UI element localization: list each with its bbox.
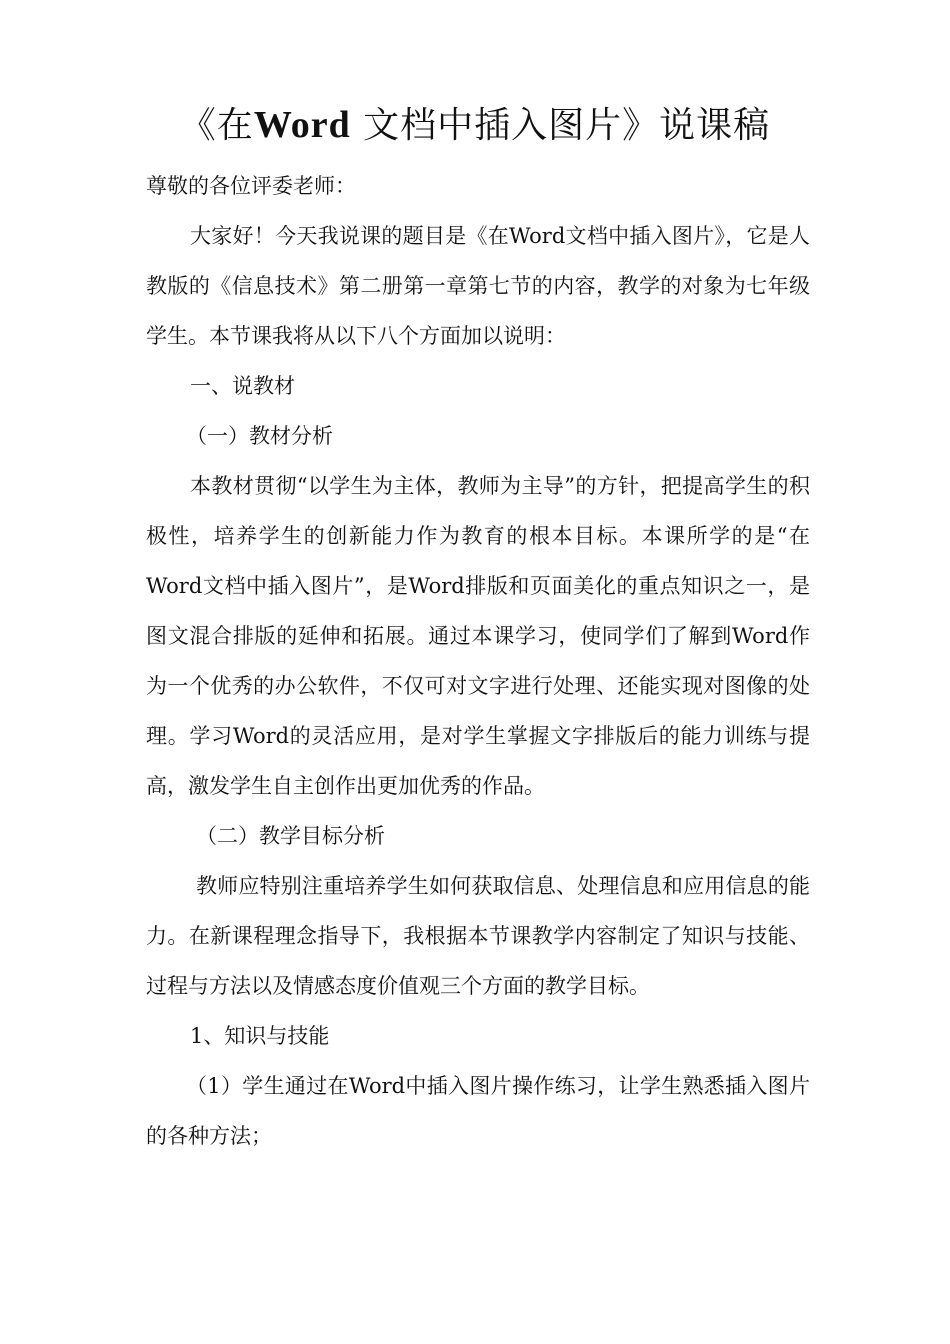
salutation: 尊敬的各位评委老师： bbox=[146, 174, 356, 198]
body-paragraph: 教师应特别注重培养学生如何获取信息、处理信息和应用信息的能力。在新课程理念指导下，我根据本节课教学内容制定了知识与技能、过程与方法以及情感态度价值观三个方面的教学目标。 bbox=[146, 874, 810, 998]
list-item: （1）学生通过在Word中插入图片操作练习，让学生熟悉插入图片的各种方法； bbox=[146, 1074, 810, 1148]
document-body bbox=[146, 161, 810, 1161]
subsection-heading: （二）教学目标分析 bbox=[196, 824, 385, 848]
body-paragraph: 本教材贯彻“以学生为主体，教师为主导”的方针，把提高学生的积极性，培养学生的创新能力作为教育的根本目标。本课所学的是“在Word文档中插入图片”，是Word排版和页面美化的重点知识之一，是图文混合排版的延伸和拓展。通过本课学习，使同学们了解到Word作为一个优秀的办公软件，不仅可对文字进行处理、还能实现对图像的处理。学习Word的灵活应用，是对学生掌握文字排版后的能力训练与提高，激发学生自主创作出更加优秀的作品。 bbox=[146, 474, 810, 798]
intro-paragraph: 大家好！今天我说课的题目是《在Word文档中插入图片》，它是人教版的《信息技术》第二册第一章第七节的内容，教学的对象为七年级学生。本节课我将从以下八个方面加以说明： bbox=[146, 224, 810, 348]
title-suffix: 文档中插入图片》说课稿 bbox=[363, 105, 771, 146]
subsection-heading: （一）教材分析 bbox=[186, 424, 333, 448]
title-word: Word bbox=[253, 104, 351, 146]
document-title bbox=[0, 98, 950, 153]
title-prefix: 《在 bbox=[179, 105, 254, 146]
item-heading: 1、知识与技能 bbox=[190, 1024, 330, 1048]
section-heading: 一、说教材 bbox=[190, 374, 295, 398]
